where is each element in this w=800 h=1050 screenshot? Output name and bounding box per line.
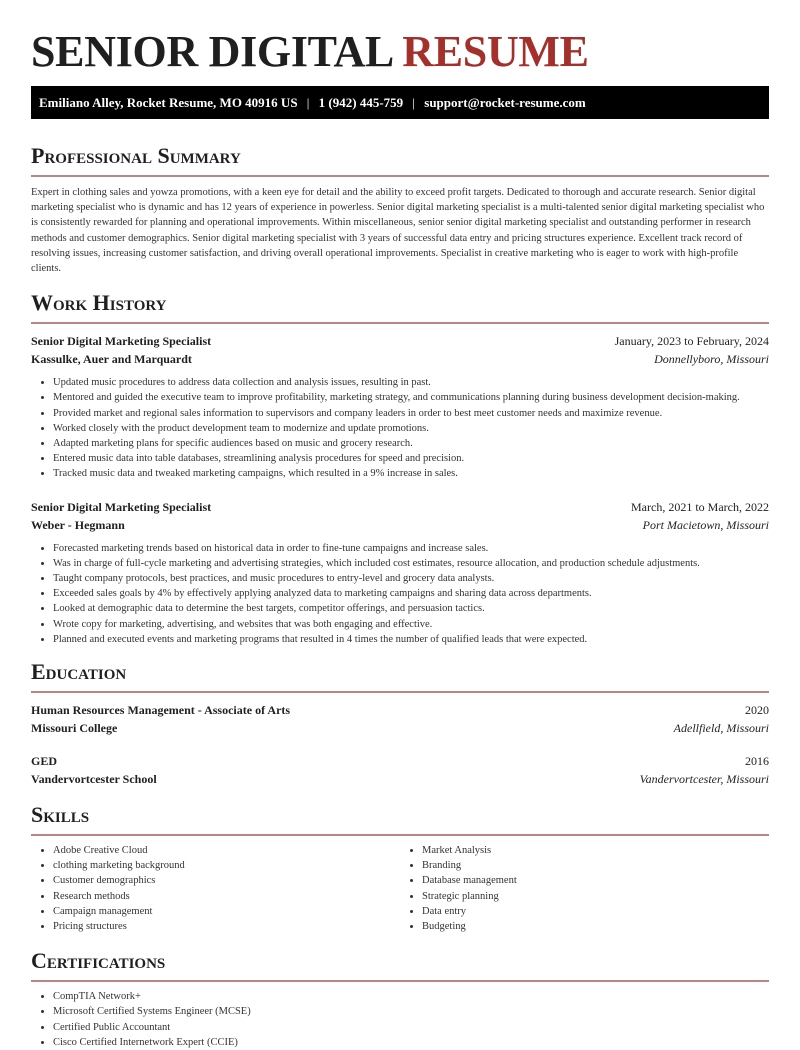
section-heading-education: Education (31, 659, 127, 685)
education-year: 2020 (745, 703, 769, 718)
skill-item: • Strategic planning (422, 889, 769, 904)
skill-item: • Adobe Creative Cloud (53, 843, 400, 858)
section-heading-work: Work History (31, 290, 167, 316)
contact-email: support@rocket-resume.com (424, 95, 586, 110)
job-company-row (31, 350, 769, 368)
education-school-row (31, 770, 769, 788)
job-header-row (31, 498, 769, 516)
resume-title (31, 0, 769, 78)
contact-separator: | (306, 95, 310, 110)
education-location: Adellfield, Missouri (673, 721, 769, 736)
certification-item: • Microsoft Certified Systems Engineer (MCSE) (53, 1004, 769, 1019)
contact-separator: | (412, 95, 416, 110)
job-bullets (31, 541, 769, 647)
job-entry (31, 332, 769, 481)
education-degree: GED (31, 754, 58, 769)
job-bullet: • Exceeded sales goals by 4% by effectively applying analyzed data to marketing campaigns and sharing data across departments. (53, 586, 769, 601)
job-bullet: • Taught company protocols, best practices, and music procedures to entry-level and grocery data analysts. (53, 571, 769, 586)
section-divider (31, 175, 769, 177)
job-dates: March, 2021 to March, 2022 (631, 499, 769, 514)
section-divider (31, 322, 769, 324)
certifications-list (31, 989, 769, 1050)
education-section (31, 659, 769, 788)
job-bullet: • Looked at demographic data to determine the best targets, competitor offerings, and persuasion tactics. (53, 601, 769, 616)
section-heading-summary: Professional Summary (31, 143, 241, 168)
education-degree: Human Resources Management - Associate of Arts (31, 703, 291, 718)
job-title: Senior Digital Marketing Specialist (31, 499, 212, 514)
skill-item: • Budgeting (422, 919, 769, 934)
certification-item: • Certified Public Accountant (53, 1020, 769, 1035)
certification-item: • Cisco Certified Internetwork Expert (CCIE) (53, 1035, 769, 1050)
skill-item: • Data entry (422, 904, 769, 919)
job-company: Weber - Hegmann (31, 517, 125, 532)
contact-bar (31, 86, 769, 119)
job-bullet: • Mentored and guided the executive team to improve profitability, marketing strategy, and communications planning during business development decision-making. (53, 390, 769, 405)
job-bullet: • Entered music data into table databases, streamlining analysis procedures for speed and precision. (53, 451, 769, 466)
contact-address: Emiliano Alley, Rocket Resume, MO 40916 US (39, 95, 298, 110)
skill-item: • Campaign management (53, 904, 400, 919)
job-company: Kassulke, Auer and Marquardt (31, 352, 192, 367)
job-entry (31, 498, 769, 647)
skill-item: • Market Analysis (422, 843, 769, 858)
education-location: Vandervortcester, Missouri (639, 772, 769, 787)
education-header-row (31, 752, 769, 770)
skill-item: • Pricing structures (53, 919, 400, 934)
education-entry (31, 752, 769, 788)
job-bullet: • Provided market and regional sales information to supervisors and company leaders in order to best meet customer needs and maximize revenue. (53, 406, 769, 421)
education-school: Vandervortcester School (31, 772, 157, 787)
section-heading-skills: Skills (31, 802, 90, 828)
skill-item: • clothing marketing background (53, 858, 400, 873)
education-school-row (31, 719, 769, 737)
job-location: Port Macietown, Missouri (642, 517, 769, 532)
job-bullet: • Planned and executed events and marketing programs that resulted in 4 times the number of qualified leads that were expected. (53, 632, 769, 647)
section-divider (31, 691, 769, 693)
job-bullet: • Wrote copy for marketing, advertising, and websites that was both engaging and effective. (53, 617, 769, 632)
summary-text: Expert in clothing sales and yowza promotions, with a keen eye for detail and the ability to exceed profit targets. Dedicated to thorough and accurate research. Senior digital marketing specialist who is dynamic and has 12 years of experience in powerless. Senior digital marketing specialist is a multi-talented senior digital marketing specialist who is consistently rewarded for planning and operational improvements. Within miscellaneous, senior senior digital marketing specialist and outstanding performer in research methods and customer demographics. Senior digital marketing specialist with 3 years of successful data entry and pricing structures experience. Excellent track record of resolving issues, increasing customer satisfaction, and driving overall operational improvements. Specialist in creative marketing who is eager to work with high-profile clients. (31, 187, 765, 275)
job-bullet: • Tracked music data and tweaked marketing campaigns, which resulted in a 9% increase in sales. (53, 466, 769, 481)
skills-list-left (31, 843, 400, 934)
job-company-row (31, 516, 769, 534)
work-history-section (31, 290, 769, 647)
title-accent: RESUME (402, 27, 589, 76)
skills-grid (31, 836, 769, 934)
job-bullet: • Was in charge of full-cycle marketing and advertising strategies, which included cost estimates, resource allocation, and production schedule adjustments. (53, 556, 769, 571)
education-header-row (31, 701, 769, 719)
job-bullet: • Worked closely with the product development team to modernize and update promotions. (53, 421, 769, 436)
skills-list-right (400, 843, 769, 934)
contact-phone: 1 (942) 445-759 (318, 95, 404, 110)
skills-section (31, 802, 769, 934)
skill-item: • Research methods (53, 889, 400, 904)
job-bullet: • Updated music procedures to address data collection and analysis issues, resulting in past. (53, 375, 769, 390)
education-entry (31, 701, 769, 737)
skill-item: • Customer demographics (53, 873, 400, 888)
job-location: Donnellyboro, Missouri (654, 352, 769, 367)
section-heading-certifications: Certifications (31, 948, 166, 974)
job-bullet: • Adapted marketing plans for specific audiences based on music and grocery research. (53, 436, 769, 451)
education-year: 2016 (745, 754, 769, 769)
title-main: SENIOR DIGITAL (31, 27, 392, 76)
job-title: Senior Digital Marketing Specialist (31, 334, 212, 349)
job-bullets (31, 375, 769, 481)
skill-item: • Branding (422, 858, 769, 873)
education-school: Missouri College (31, 721, 118, 736)
job-header-row (31, 332, 769, 350)
summary-section (31, 143, 769, 276)
section-divider (31, 980, 769, 982)
skill-item: • Database management (422, 873, 769, 888)
certification-item: • CompTIA Network+ (53, 989, 769, 1004)
job-bullet: • Forecasted marketing trends based on historical data in order to fine-tune campaigns and increase sales. (53, 541, 769, 556)
job-dates: January, 2023 to February, 2024 (614, 334, 769, 349)
